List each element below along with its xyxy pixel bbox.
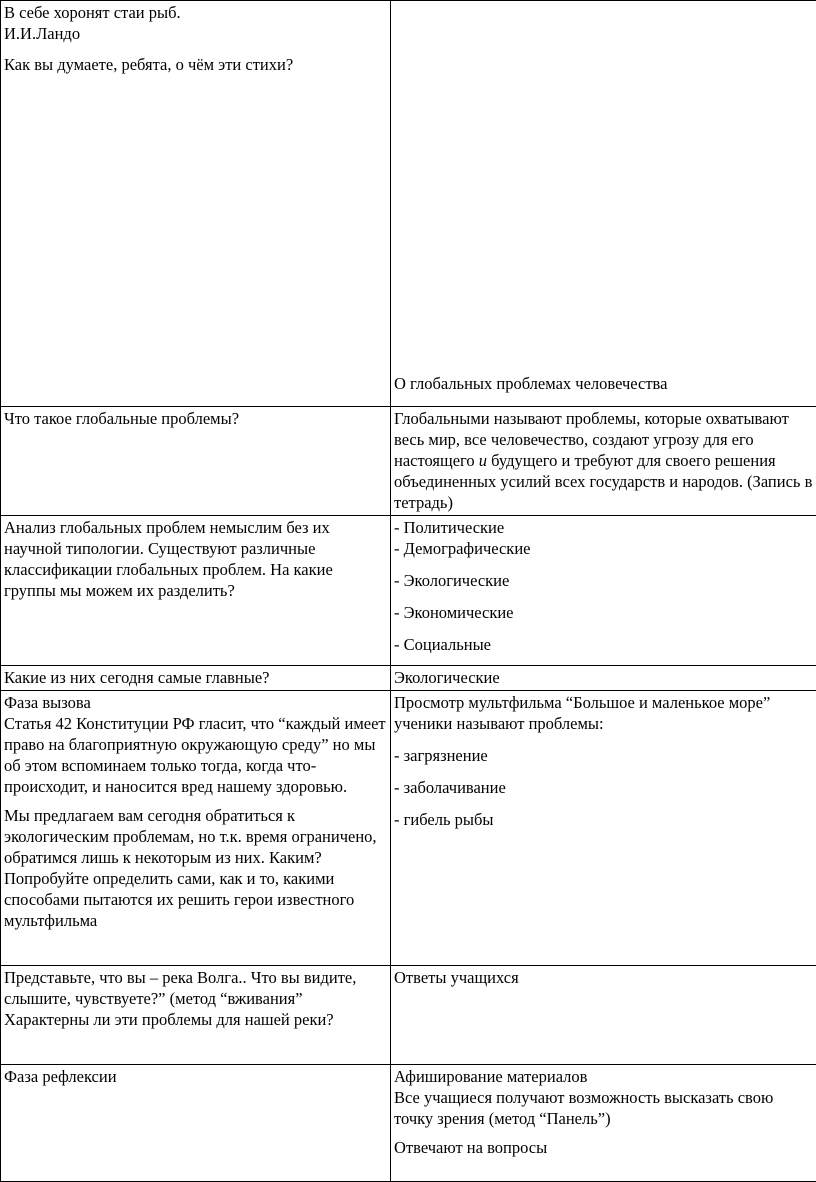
table-cell-left [1,666,391,691]
question-text: Какие из них сегодня самые главные? [4,667,388,688]
answer-text: Все учащиеся получают возможность высказать свою точку зрения (метод “Панель”) [394,1087,814,1129]
table-cell-left [1,407,391,516]
list-item: - Экологические [394,570,814,591]
table-cell-left [1,516,391,666]
list-item: - Политические [394,517,814,538]
table-cell-left [1,1,391,407]
table-cell-right [391,691,816,966]
answer-text: Ответы учащихся [394,967,814,988]
definition-part: Глобальными называют проблемы, которые охватывают весь мир, все человечество, создают угрозу для его настоящего [394,409,789,470]
paragraph-text: Представьте, что вы – река Волга.. Что вы видите, слышите, чувствуете?” (метод “вживания” [4,967,388,1009]
list-item: - гибель рыбы [394,809,814,830]
list-item: - Социальные [394,634,814,655]
table-row [1,966,816,1065]
table-cell-right [391,1,816,407]
answer-text: Просмотр мультфильма “Большое и маленькое море” [394,692,814,713]
table-row [1,407,816,516]
question-text: Что такое глобальные проблемы? [4,408,388,429]
answer-text: ученики называют проблемы: [394,713,814,734]
question-text: Характерны ли эти проблемы для нашей реки? [4,1009,388,1030]
table-row [1,1,816,407]
paragraph-text: Статья 42 Конституции РФ гласит, что “каждый имеет право на благоприятную окружающую среду” но мы об этом вспоминаем только тогда, когда что- происходит, и наносится вред нашему здоровью. [4,713,388,797]
phase-title: Фаза рефлексии [4,1066,388,1087]
table-cell-right [391,1065,816,1182]
definition-italic: и [479,451,487,470]
table-cell-left [1,1065,391,1182]
answer-text: Экологические [394,667,814,688]
definition-part: будущего и требуют для своего решения объединенных усилий всех государств и народов. (Запись в тетрадь) [394,451,812,512]
table-row [1,666,816,691]
table-row [1,1065,816,1182]
poem-author: И.И.Ландо [4,23,388,44]
answer-text: Афиширование материалов [394,1066,814,1087]
paragraph-text: Мы предлагаем вам сегодня обратиться к экологическим проблемам, но т.к. время ограничено, обратимся лишь к некоторым из них. Каким? Попробуйте определить сами, как и то, какими способами пытаются их решить герои известного мультфильма [4,805,388,931]
list-item: - Демографические [394,538,814,559]
question-text: Как вы думаете, ребята, о чём эти стихи? [4,54,388,75]
table-cell-right [391,516,816,666]
table-cell-left [1,966,391,1065]
table-cell-left [1,691,391,966]
answer-text: О глобальных проблемах человечества [394,373,667,394]
answer-text: Отвечают на вопросы [394,1137,814,1158]
table-cell-right [391,407,816,516]
definition-text [394,409,812,512]
table-cell-right [391,666,816,691]
table-row [1,691,816,966]
table-cell-right [391,966,816,1065]
list-item: - загрязнение [394,745,814,766]
question-text: Анализ глобальных проблем немыслим без их научной типологии. Существуют различные классификации глобальных проблем. На какие группы мы можем их разделить? [4,517,388,601]
list-item: - Экономические [394,602,814,623]
table-row [1,516,816,666]
list-item: - заболачивание [394,777,814,798]
poem-line: В себе хоронят стаи рыб. [4,2,388,23]
phase-title: Фаза вызова [4,692,388,713]
